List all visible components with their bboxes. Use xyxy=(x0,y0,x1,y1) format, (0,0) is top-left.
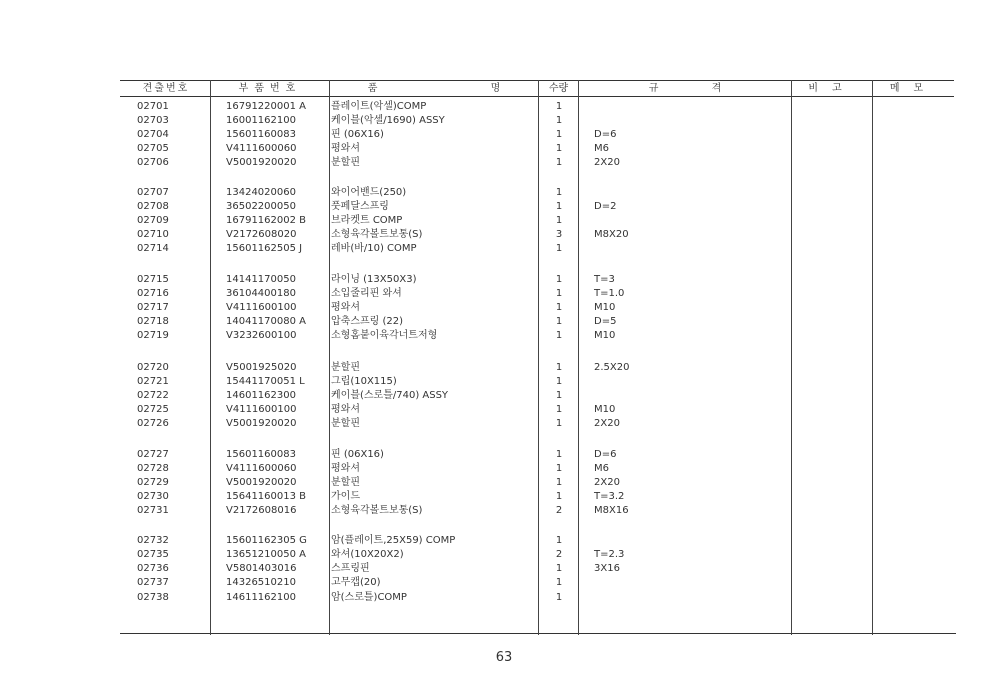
cell-part-number: 16001162100 xyxy=(226,115,296,126)
cell-spec xyxy=(594,242,774,256)
table-row xyxy=(0,448,1007,462)
cell-spec xyxy=(594,114,774,128)
cell-quantity: 1 xyxy=(555,592,563,603)
header-quantity: 수량 xyxy=(548,83,569,94)
table-row xyxy=(0,534,1007,548)
cell-part-name: 소형육각볼트보통(S) xyxy=(331,229,423,240)
cell-part-number: 13651210050 A xyxy=(226,549,307,560)
table-row xyxy=(0,301,1007,315)
cell-part-name: 브라켓트 COMP xyxy=(331,215,403,226)
cell-no: 02717 xyxy=(137,302,169,313)
cell-no: 02736 xyxy=(137,563,169,574)
header-bottom-rule xyxy=(120,96,954,97)
cell-quantity: 1 xyxy=(555,316,563,327)
cell-part-number: 15601162505 J xyxy=(226,243,303,254)
cell-no: 02715 xyxy=(137,274,169,285)
cell-quantity: 1 xyxy=(555,201,563,212)
cell-part-number: 36502200050 xyxy=(226,201,296,212)
cell-quantity: 1 xyxy=(555,535,563,546)
cell-quantity: 1 xyxy=(555,563,563,574)
cell-part-name: 분할핀 xyxy=(331,418,360,429)
cell-spec: D=6 xyxy=(594,449,617,460)
cell-no: 02721 xyxy=(137,376,169,387)
table-row xyxy=(0,114,1007,128)
cell-no: 02709 xyxy=(137,215,169,226)
cell-no: 02707 xyxy=(137,187,169,198)
table-row xyxy=(0,562,1007,576)
cell-quantity: 3 xyxy=(555,229,563,240)
cell-part-name: 그립(10X115) xyxy=(331,376,397,387)
table-row xyxy=(0,142,1007,156)
table-row xyxy=(0,273,1007,287)
header-part-number: 부품번호 xyxy=(238,83,302,94)
table-row xyxy=(0,462,1007,476)
table-row xyxy=(0,200,1007,214)
cell-part-number: V5801403016 xyxy=(226,563,297,574)
cell-part-name: 분할핀 xyxy=(331,362,360,373)
cell-no: 02714 xyxy=(137,243,169,254)
cell-no: 02710 xyxy=(137,229,169,240)
cell-part-name: 스프링핀 xyxy=(331,563,370,574)
cell-spec xyxy=(594,100,774,114)
cell-quantity: 1 xyxy=(555,362,563,373)
cell-part-name: 와이어밴드(250) xyxy=(331,187,407,198)
cell-part-name: 소형홈붙이육각너트저형 xyxy=(331,330,438,341)
cell-part-name: 케이블(스로틀/740) ASSY xyxy=(331,390,449,401)
table-row xyxy=(0,228,1007,242)
cell-no: 02728 xyxy=(137,463,169,474)
cell-spec: M10 xyxy=(594,404,616,415)
cell-no: 02706 xyxy=(137,157,169,168)
cell-no: 02722 xyxy=(137,390,169,401)
cell-quantity: 1 xyxy=(555,418,563,429)
cell-part-number: V5001920020 xyxy=(226,418,297,429)
cell-part-number: 14141170050 xyxy=(226,274,296,285)
cell-no: 02703 xyxy=(137,115,169,126)
cell-part-number: 14601162300 xyxy=(226,390,296,401)
cell-part-name: 풋페달스프링 xyxy=(331,201,389,212)
table-row xyxy=(0,548,1007,562)
cell-part-name: 평와셔 xyxy=(331,302,360,313)
cell-quantity: 1 xyxy=(555,143,563,154)
cell-no: 02718 xyxy=(137,316,169,327)
cell-part-number: V4111600060 xyxy=(226,463,297,474)
table-row xyxy=(0,186,1007,200)
header-no: 견출번호 xyxy=(142,83,190,94)
cell-quantity: 1 xyxy=(555,129,563,140)
cell-part-name: 가이드 xyxy=(331,491,360,502)
cell-quantity: 2 xyxy=(555,549,563,560)
cell-spec xyxy=(594,534,774,548)
cell-part-number: 14611162100 xyxy=(226,592,296,603)
cell-part-name: 핀 (06X16) xyxy=(331,129,384,140)
cell-part-number: V5001920020 xyxy=(226,157,297,168)
cell-quantity: 1 xyxy=(555,302,563,313)
cell-spec: T=3.2 xyxy=(594,491,625,502)
cell-part-name: 암(스로틀)COMP xyxy=(331,592,407,603)
cell-part-name: 소입줄리핀 와셔 xyxy=(331,288,402,299)
cell-part-name: 압축스프링 (22) xyxy=(331,316,404,327)
table-row xyxy=(0,375,1007,389)
page-number: 63 xyxy=(495,650,513,665)
cell-spec: 2.5X20 xyxy=(594,362,630,373)
header-part-name: 품 명 xyxy=(367,83,501,94)
cell-part-number: V4111600100 xyxy=(226,404,297,415)
cell-quantity: 1 xyxy=(555,115,563,126)
cell-part-number: 15441170051 L xyxy=(226,376,305,387)
header-memo: 메모 xyxy=(889,83,938,94)
cell-quantity: 1 xyxy=(555,157,563,168)
cell-spec: 2X20 xyxy=(594,157,620,168)
cell-part-number: V4111600060 xyxy=(226,143,297,154)
table-top-rule xyxy=(120,80,954,81)
cell-quantity: 1 xyxy=(555,187,563,198)
table-row xyxy=(0,576,1007,590)
cell-no: 02729 xyxy=(137,477,169,488)
cell-no: 02719 xyxy=(137,330,169,341)
table-row xyxy=(0,476,1007,490)
cell-part-number: V5001920020 xyxy=(226,477,297,488)
cell-no: 02705 xyxy=(137,143,169,154)
cell-quantity: 1 xyxy=(555,577,563,588)
cell-spec: 2X20 xyxy=(594,418,620,429)
cell-no: 02716 xyxy=(137,288,169,299)
cell-spec: T=2.3 xyxy=(594,549,625,560)
cell-quantity: 1 xyxy=(555,390,563,401)
cell-part-name: 분할핀 xyxy=(331,477,360,488)
header-remarks: 비고 xyxy=(808,83,856,94)
cell-part-number: 15641160013 B xyxy=(226,491,307,502)
cell-part-number: 36104400180 xyxy=(226,288,296,299)
cell-quantity: 1 xyxy=(555,404,563,415)
cell-quantity: 1 xyxy=(555,376,563,387)
cell-quantity: 2 xyxy=(555,505,563,516)
cell-quantity: 1 xyxy=(555,274,563,285)
table-row xyxy=(0,214,1007,228)
table-row xyxy=(0,242,1007,256)
cell-part-name: 와셔(10X20X2) xyxy=(331,549,404,560)
cell-no: 02735 xyxy=(137,549,169,560)
table-row xyxy=(0,403,1007,417)
cell-no: 02708 xyxy=(137,201,169,212)
cell-spec xyxy=(594,576,774,590)
cell-quantity: 1 xyxy=(555,477,563,488)
cell-no: 02738 xyxy=(137,592,169,603)
cell-no: 02727 xyxy=(137,449,169,460)
cell-spec xyxy=(594,186,774,200)
cell-spec: D=5 xyxy=(594,316,617,327)
cell-part-number: V2172608016 xyxy=(226,505,297,516)
cell-part-name: 플레이트(악셀)COMP xyxy=(331,101,427,112)
cell-part-number: 16791162002 B xyxy=(226,215,307,226)
cell-spec: M10 xyxy=(594,330,616,341)
cell-no: 02725 xyxy=(137,404,169,415)
cell-no: 02701 xyxy=(137,101,169,112)
cell-part-name: 소형육각볼트보통(S) xyxy=(331,505,423,516)
table-row xyxy=(0,315,1007,329)
header-spec: 규 격 xyxy=(648,83,722,94)
cell-part-number: 13424020060 xyxy=(226,187,296,198)
cell-no: 02731 xyxy=(137,505,169,516)
table-row xyxy=(0,504,1007,518)
cell-part-name: 평와셔 xyxy=(331,143,360,154)
cell-spec xyxy=(594,389,774,403)
cell-part-name: 핀 (06X16) xyxy=(331,449,384,460)
cell-quantity: 1 xyxy=(555,491,563,502)
cell-part-name: 평와셔 xyxy=(331,404,360,415)
cell-spec: T=3 xyxy=(594,274,615,285)
cell-spec: M6 xyxy=(594,143,609,154)
cell-part-number: 15601160083 xyxy=(226,449,296,460)
table-row xyxy=(0,591,1007,605)
cell-spec: M8X20 xyxy=(594,229,629,240)
cell-quantity: 1 xyxy=(555,243,563,254)
cell-quantity: 1 xyxy=(555,101,563,112)
cell-part-number: 14326510210 xyxy=(226,577,296,588)
cell-part-name: 레바(바/10) COMP xyxy=(331,243,417,254)
cell-spec: D=2 xyxy=(594,201,617,212)
cell-spec xyxy=(594,375,774,389)
cell-spec xyxy=(594,214,774,228)
cell-part-name: 고무캡(20) xyxy=(331,577,381,588)
cell-quantity: 1 xyxy=(555,288,563,299)
table-row xyxy=(0,287,1007,301)
cell-spec: 3X16 xyxy=(594,563,620,574)
table-row xyxy=(0,100,1007,114)
cell-spec xyxy=(594,591,774,605)
cell-part-name: 평와셔 xyxy=(331,463,360,474)
cell-part-number: V5001925020 xyxy=(226,362,297,373)
cell-part-number: V2172608020 xyxy=(226,229,297,240)
cell-spec: 2X20 xyxy=(594,477,620,488)
cell-spec: M10 xyxy=(594,302,616,313)
cell-part-number: V3232600100 xyxy=(226,330,297,341)
cell-part-name: 암(플레이트,25X59) COMP xyxy=(331,535,456,546)
cell-no: 02737 xyxy=(137,577,169,588)
table-row xyxy=(0,128,1007,142)
cell-part-number: V4111600100 xyxy=(226,302,297,313)
cell-part-name: 분할핀 xyxy=(331,157,360,168)
cell-no: 02732 xyxy=(137,535,169,546)
cell-part-name: 케이블(악셀/1690) ASSY xyxy=(331,115,445,126)
cell-no: 02726 xyxy=(137,418,169,429)
cell-part-number: 16791220001 A xyxy=(226,101,307,112)
cell-part-name: 라이닝 (13X50X3) xyxy=(331,274,417,285)
cell-quantity: 1 xyxy=(555,463,563,474)
cell-part-number: 14041170080 A xyxy=(226,316,307,327)
cell-spec: D=6 xyxy=(594,129,617,140)
cell-no: 02720 xyxy=(137,362,169,373)
cell-no: 02730 xyxy=(137,491,169,502)
cell-quantity: 1 xyxy=(555,215,563,226)
cell-spec: T=1.0 xyxy=(594,288,625,299)
table-row xyxy=(0,361,1007,375)
table-row xyxy=(0,389,1007,403)
table-row xyxy=(0,417,1007,431)
cell-spec: M6 xyxy=(594,463,609,474)
cell-quantity: 1 xyxy=(555,330,563,341)
table-row xyxy=(0,329,1007,343)
cell-part-number: 15601160083 xyxy=(226,129,296,140)
cell-part-number: 15601162305 G xyxy=(226,535,307,546)
cell-no: 02704 xyxy=(137,129,169,140)
cell-spec: M8X16 xyxy=(594,505,629,516)
table-row xyxy=(0,490,1007,504)
table-row xyxy=(0,156,1007,170)
cell-quantity: 1 xyxy=(555,449,563,460)
